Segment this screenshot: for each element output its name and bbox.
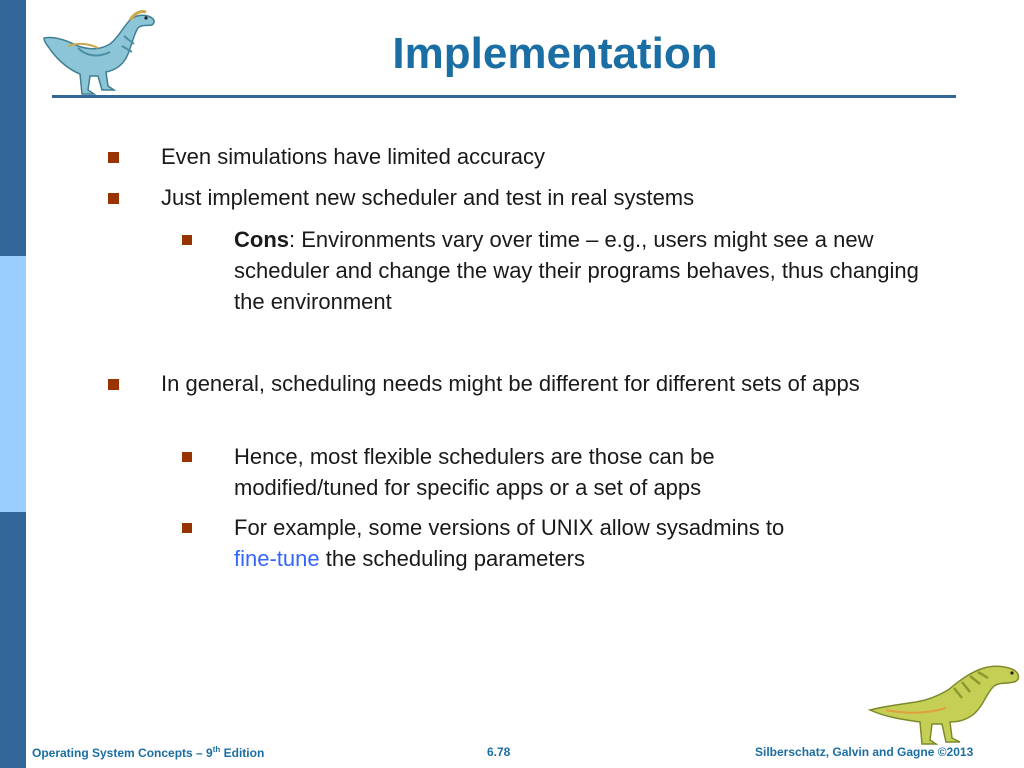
cons-label: Cons [234,227,289,252]
sub-bullet-item [234,224,939,317]
slide-title: Implementation [392,29,718,78]
bullet-item: Just implement new scheduler and test in real systems [161,185,695,210]
example-text-after: the scheduling parameters [319,546,585,571]
page-number: 6.78 [487,745,511,759]
sub-bullet-marker [182,452,192,462]
sidebar-stripe-middle [0,256,26,512]
sub-bullet-item: Hence, most flexible schedulers are those can be modified/tuned for specific apps or a set of apps [234,444,715,500]
title-divider [52,95,956,98]
footer-book-title [32,745,264,760]
sub-bullet-item [234,512,894,574]
footer-copyright: Silberschatz, Galvin and Gagne ©2013 [755,745,974,759]
sub-bullet-marker [182,523,192,533]
cons-text: : Environments vary over time – e.g., users might see a new scheduler and change the way their programs behaves, thus changing the environment [234,227,919,314]
footer-book: Operating System Concepts – 9 [32,746,213,760]
dinosaur-icon [38,6,158,98]
bullet-item: In general, scheduling needs might be different for different sets of apps [161,371,860,396]
fine-tune-link[interactable]: fine-tune [234,546,320,571]
dinosaur-icon [866,656,1024,748]
sidebar-stripe-bottom [0,512,26,768]
footer-edition-word: Edition [220,746,265,760]
sidebar-stripe-top [0,0,26,256]
bullet-item: Even simulations have limited accuracy [161,144,545,169]
example-text: For example, some versions of UNIX allow sysadmins to [234,515,785,540]
footer-edition-sup: th [212,745,221,754]
sub-bullet-marker [182,235,192,245]
bullet-marker [108,379,119,390]
bullet-marker [108,193,119,204]
bullet-marker [108,152,119,163]
